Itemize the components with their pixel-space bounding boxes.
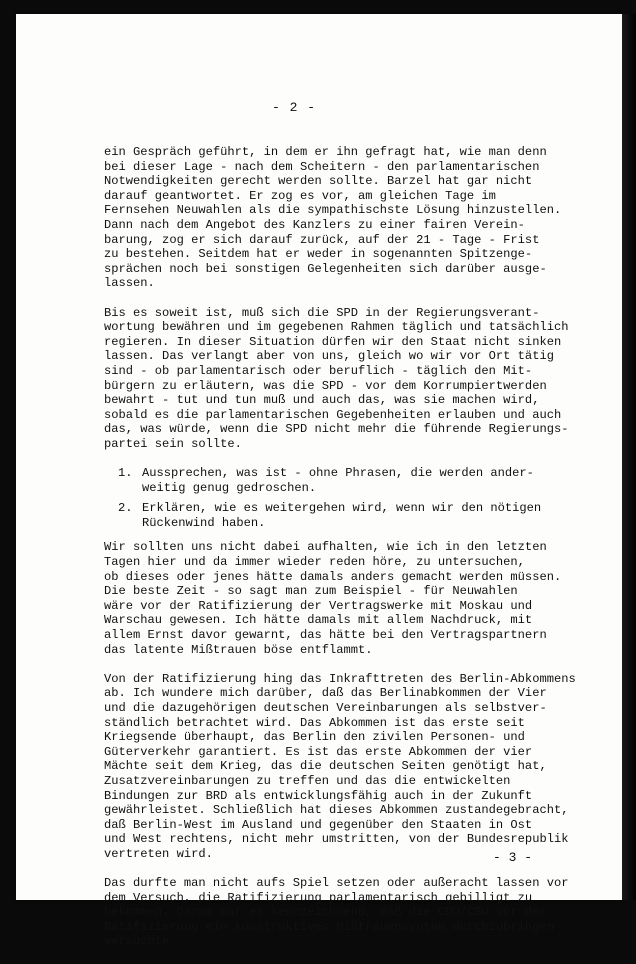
text-line: Bis es soweit ist, muß sich die SPD in der Regierungsverant- xyxy=(104,305,540,320)
text-line: Wir sollten uns nicht dabei aufhalten, wie ich in den letzten xyxy=(104,540,547,555)
list-item xyxy=(104,501,584,530)
text-line: bürgern zu erläutern, was die SPD - vor dem Korrumpiertwerden xyxy=(104,378,547,393)
text-line: lassen. xyxy=(104,276,155,291)
page-number: - 2 - xyxy=(272,100,317,115)
paragraph xyxy=(104,306,584,452)
text-line: bei dieser Lage - nach dem Scheitern - den parlamentarischen xyxy=(104,159,540,174)
text-line: Notwendigkeiten gerecht werden sollte. Barzel hat gar nicht xyxy=(104,174,533,189)
document-body xyxy=(104,145,584,964)
list-number: 2. xyxy=(118,501,133,516)
text-line: ständlich betrachtet wird. Das Abkommen ist das erste seit xyxy=(104,715,525,730)
text-line: Rückenwind haben. xyxy=(142,515,266,530)
text-line: wäre vor der Ratifizierung der Vertragswerke mit Moskau und xyxy=(104,598,533,613)
text-line: ein Gespräch geführt, in dem er ihn gefragt hat, wie man denn xyxy=(104,145,547,159)
paragraph xyxy=(104,145,584,291)
list-number: 1. xyxy=(118,466,133,481)
text-line: sind - ob parlamentarisch oder beruflich - täglich den Mit- xyxy=(104,363,533,378)
text-line: daß Berlin-West im Ausland und gegenüber den Staaten in Ost xyxy=(104,817,533,832)
text-line: Warschau gewesen. Ich hätte damals mit allem Nachdruck, mit xyxy=(104,613,533,628)
list-item-text xyxy=(142,466,534,495)
text-line: ab. Ich wundere mich darüber, daß das Berlinabkommen der Vier xyxy=(104,686,547,701)
list-item-text xyxy=(142,501,541,530)
text-line: Bindungen zur BRD als entwicklungsfähig auch in der Zukunft xyxy=(104,788,533,803)
text-line: wortung bewähren und im gegebenen Rahmen täglich und tatsächlich xyxy=(104,320,569,335)
text-line: versuchte. xyxy=(104,934,177,949)
text-line: das latente Mißtrauen böse entflammt. xyxy=(104,642,373,657)
text-line: vertreten wird. xyxy=(104,846,213,861)
text-line: zu bestehen. Seitdem hat er weder in sogenannten Spitzenge- xyxy=(104,247,533,262)
text-line: Von der Ratifizierung hing das Inkrafttreten des Berlin-Abkommens xyxy=(104,671,576,686)
text-line: allem Ernst davor gewarnt, das hätte bei den Vertragspartnern xyxy=(104,628,547,642)
text-line: dem Versuch, die Ratifizierung parlamentarisch gebilligt zu xyxy=(104,890,533,905)
text-line: Aussprechen, was ist - ohne Phrasen, die werden ander- xyxy=(142,466,534,481)
text-line: Tagen hier und da immer wieder reden höre, zu untersuchen, xyxy=(104,555,525,570)
text-line: Ratifizierung ein konstruktives Mißtrauensvotum durchzubringen xyxy=(104,919,554,934)
numbered-list xyxy=(104,466,584,530)
text-line: regieren. In dieser Situation dürfen wir den Staat nicht sinken xyxy=(104,334,562,349)
text-line: bewahrt - tut und tun muß und auch das, was sie machen wird, xyxy=(104,393,540,408)
text-line: ob dieses oder jenes hätte damals anders gemacht werden müssen. xyxy=(104,569,562,584)
paragraph xyxy=(104,672,584,862)
text-line: Das durfte man nicht aufs Spiel setzen oder außeracht lassen vor xyxy=(104,876,569,891)
paragraph xyxy=(104,876,584,949)
text-line: Die beste Zeit - so sagt man zum Beispiel - für Neuwahlen xyxy=(104,584,518,599)
text-line: Erklären, wie es weitergehen wird, wenn wir den nötigen xyxy=(142,501,542,516)
paragraph xyxy=(104,540,584,657)
text-line: Güterverkehr garantiert. Es ist das erste Abkommen der vier xyxy=(104,744,533,759)
text-line: Mächte seit dem Krieg, das die deutschen Seiten genötigt hat, xyxy=(104,759,547,774)
text-line: partei sein sollte. xyxy=(104,436,242,451)
text-line: weitig genug gedroschen. xyxy=(142,480,317,495)
text-line: darauf geantwortet. Er zog es vor, am gleichen Tage im xyxy=(104,188,496,203)
text-line: das, was würde, wenn die SPD nicht mehr die führende Regierungs- xyxy=(104,422,569,437)
text-line: und West rechtens, nicht mehr umstritten, von der Bundesrepublik xyxy=(104,832,569,847)
text-line: Fernsehen Neuwahlen als die sympathischste Lösung hinzustellen. xyxy=(104,203,562,218)
text-line: sobald es die parlamentarischen Gegebenheiten erlauben und auch xyxy=(104,407,562,422)
text-line: gewährleistet. Schließlich hat dieses Abkommen zustandegebracht, xyxy=(104,803,569,818)
text-line: und die dazugehörigen deutschen Vereinbarungen als selbstver- xyxy=(104,700,547,715)
text-line: barung, zog er sich darauf zurück, auf der 21 - Tage - Frist xyxy=(104,232,540,247)
text-line: lassen. Das verlangt aber von uns, gleich wo wir vor Ort tätig xyxy=(104,349,554,364)
text-line: bekommen. Darum war es kennzeichnend, daß die CDU/CSU vor der xyxy=(104,905,547,920)
scan-edge xyxy=(622,14,636,900)
text-line: sprächen noch bei sonstigen Gelegenheiten sich darüber ausge- xyxy=(104,261,547,276)
text-line: Dann nach dem Angebot des Kanzlers zu einer fairen Verein- xyxy=(104,217,525,232)
next-page-marker: - 3 - xyxy=(493,850,533,865)
document-page xyxy=(16,14,622,949)
text-line: Kriegsende überhaupt, das Berlin den zivilen Personen- und xyxy=(104,730,525,745)
text-line: Zusatzvereinbarungen zu treffen und das die entwickelten xyxy=(104,773,511,788)
list-item xyxy=(104,466,584,495)
